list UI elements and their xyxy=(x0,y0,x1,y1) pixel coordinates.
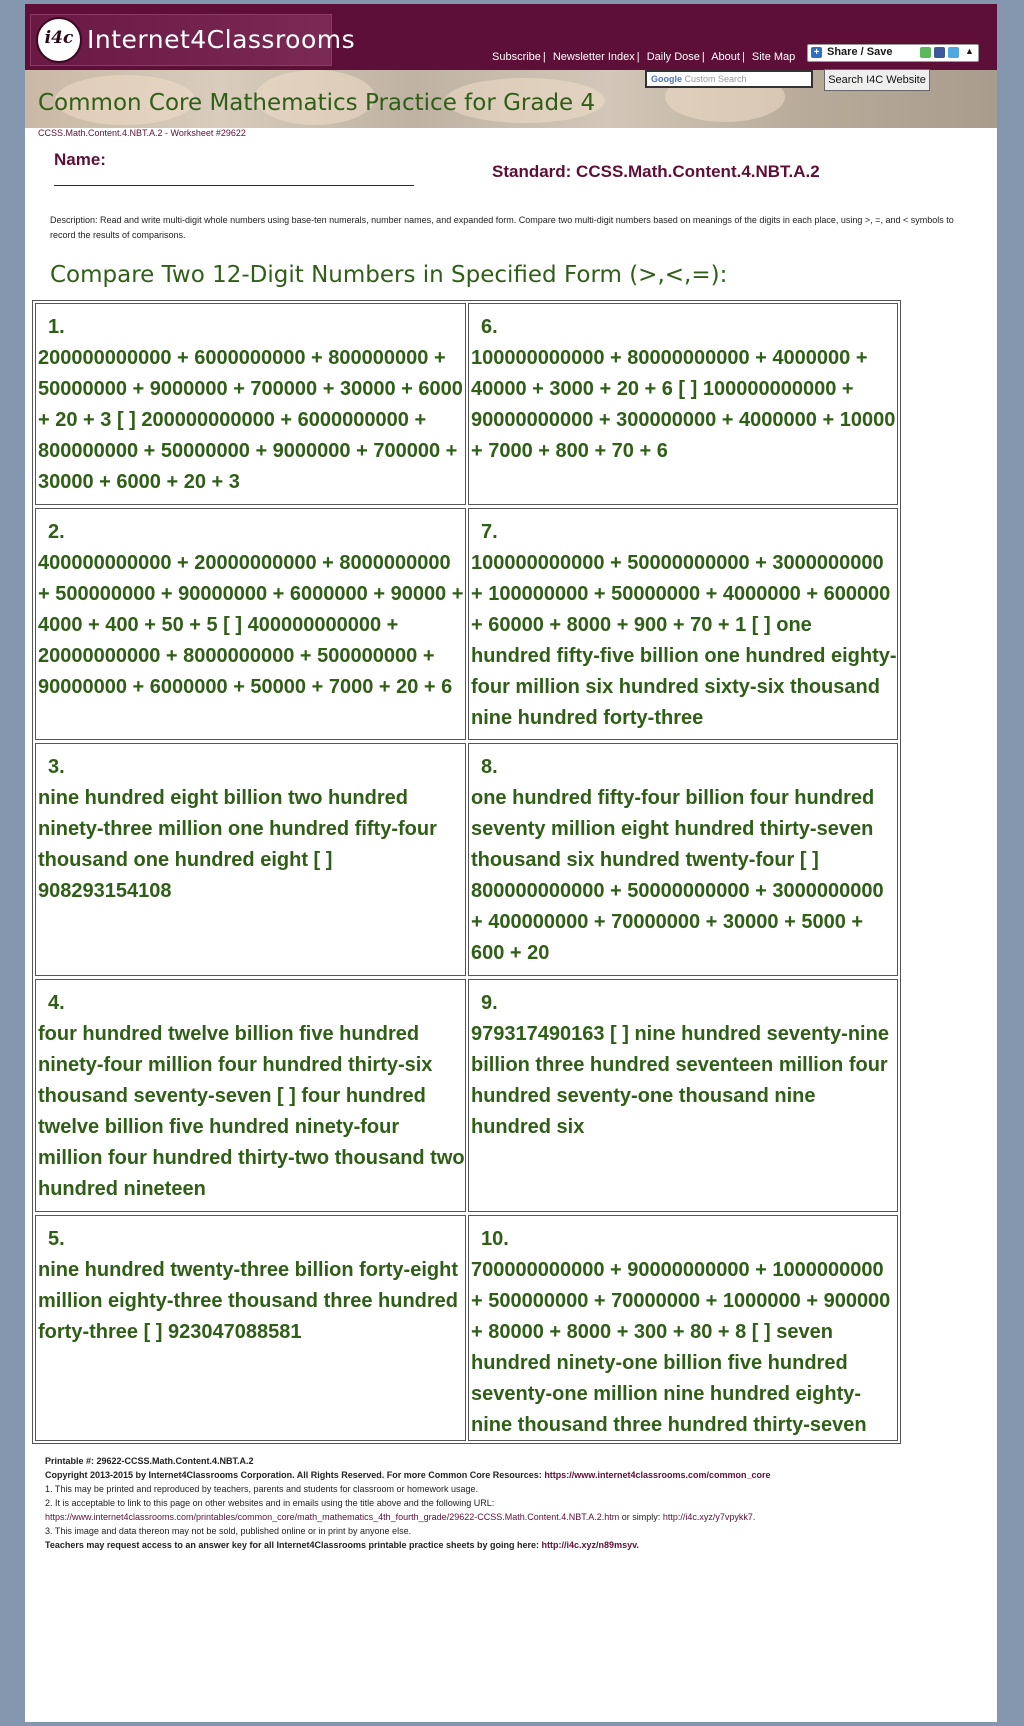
problem-grid xyxy=(32,300,901,1444)
problem-cell xyxy=(35,979,466,1212)
hero-banner xyxy=(25,70,997,128)
nav-separator: | xyxy=(701,51,705,63)
answer-key-line xyxy=(45,1538,985,1552)
problem-text: nine hundred eight billion two hundred ninety-three million one hundred fifty-four thousand one hundred eight [ ] 908293154108 xyxy=(38,787,437,902)
printable-number: Printable #: 29622-CCSS.Math.Content.4.NBT.A.2 xyxy=(45,1456,254,1466)
site-logo[interactable] xyxy=(30,14,356,66)
common-core-link[interactable]: https://www.internet4classrooms.com/common_core xyxy=(544,1470,771,1480)
usage-note-1: 1. This may be printed and reproduced by teachers, parents and students for classroom or homework usage. xyxy=(45,1484,479,1494)
url-or-text: or simply: xyxy=(621,1512,661,1522)
problem-cell xyxy=(468,508,898,740)
chevron-down-icon: ▲ xyxy=(965,46,974,56)
nav-subscribe[interactable]: Subscribe xyxy=(492,51,541,63)
problem-number: 8. xyxy=(481,756,498,778)
breadcrumb: CCSS.Math.Content.4.NBT.A.2 - Worksheet #29622 xyxy=(38,128,246,138)
copyright-text: Copyright 2013-2015 by Internet4Classrooms Corporation. All Rights Reserved. For more Common Core Resources: xyxy=(45,1470,542,1480)
problem-number: 10. xyxy=(481,1228,509,1250)
worksheet-short-url[interactable]: http://i4c.xyz/y7vpykk7. xyxy=(662,1512,756,1522)
url-line xyxy=(45,1510,985,1524)
logo-badge-text: i4c xyxy=(44,28,74,48)
usage-note-3: 3. This image and data thereon may not be sold, published online or in print by anyone else. xyxy=(45,1526,412,1536)
problem-cell xyxy=(468,743,898,976)
worksheet-heading: Compare Two 12-Digit Numbers in Specified Form (>,<,=): xyxy=(50,262,728,288)
problem-number: 7. xyxy=(481,521,498,543)
share-plus-icon: + xyxy=(811,47,822,58)
twitter-icon xyxy=(948,47,959,58)
problem-text: 100000000000 + 80000000000 + 4000000 + 40000 + 3000 + 20 + 6 [ ] 100000000000 + 90000000000 + 300000000 + 4000000 + 10000 + 7000 + 800 + 70 + 6 xyxy=(471,347,896,462)
page xyxy=(25,4,997,1722)
problem-cell xyxy=(35,743,466,976)
nav-daily-dose[interactable]: Daily Dose xyxy=(646,51,700,63)
name-line xyxy=(54,185,414,186)
problem-text: 979317490163 [ ] nine hundred seventy-nine billion three hundred seventeen million four hundred seventy-one thousand nine hundred six xyxy=(471,1023,889,1138)
nav-about[interactable]: About xyxy=(711,51,740,63)
problem-number: 1. xyxy=(48,316,65,338)
search-placeholder: Custom Search xyxy=(684,74,747,84)
facebook-icon xyxy=(934,47,945,58)
problem-number: 5. xyxy=(48,1228,65,1250)
footer xyxy=(45,1454,985,1552)
nav-newsletter-index[interactable]: Newsletter Index xyxy=(552,51,635,63)
problem-text: nine hundred twenty-three billion forty-eight million eighty-three thousand three hundred forty-three [ ] 923047088581 xyxy=(38,1259,459,1343)
problem-number: 6. xyxy=(481,316,498,338)
google-brand: Google xyxy=(651,74,682,84)
problem-cell xyxy=(35,1215,466,1441)
problem-cell xyxy=(35,508,466,740)
problem-text: 200000000000 + 6000000000 + 800000000 + 50000000 + 9000000 + 700000 + 30000 + 6000 + 20 + 3 [ ] 200000000000 + 6000000000 + 800000000 + 50000000 + 9000000 + 700000 + 30000 + 6000 + 20 + 3 xyxy=(38,347,463,493)
copyright-line xyxy=(45,1468,985,1482)
share-save-button[interactable] xyxy=(807,44,979,62)
page-title: Common Core Mathematics Practice for Grade 4 xyxy=(38,90,596,116)
standard-label: Standard: CCSS.Math.Content.4.NBT.A.2 xyxy=(492,162,820,181)
usage-note-2: 2. It is acceptable to link to this page on other websites and in emails using the title above and the following URL: xyxy=(45,1498,495,1508)
problem-text: four hundred twelve billion five hundred ninety-four million four hundred thirty-six thousand seventy-seven [ ] four hundred twelve billion five hundred ninety-four million four hundred thirty-two thousand two hundred nineteen xyxy=(38,1023,465,1200)
top-bar xyxy=(25,4,997,70)
description: Description: Read and write multi-digit whole numbers using base-ten numerals, number names, and expanded form. Compare two multi-digit numbers based on meanings of the digits in each place, using >, =, and < symbols to record the results of comparisons. xyxy=(50,215,954,240)
problem-text: one hundred fifty-four billion four hundred seventy million eight hundred thirty-seven thousand six hundred twenty-four [ ] 800000000000 + 50000000000 + 3000000000 + 400000000 + 70000000 + 30000 + 5000 + 600 + 20 xyxy=(471,787,884,964)
search-button[interactable]: Search I4C Website xyxy=(824,69,930,91)
share-save-label: Share / Save xyxy=(827,46,893,58)
refresh-icon xyxy=(920,47,931,58)
nav-site-map[interactable]: Site Map xyxy=(751,51,796,63)
search-input[interactable] xyxy=(645,70,813,88)
nav-separator: | xyxy=(636,51,640,63)
nav-separator: | xyxy=(741,51,745,63)
problem-cell xyxy=(468,979,898,1212)
logo-badge-icon xyxy=(36,17,82,63)
problem-number: 3. xyxy=(48,756,65,778)
problem-number: 2. xyxy=(48,521,65,543)
problem-cell xyxy=(468,303,898,505)
top-nav xyxy=(492,51,795,63)
problem-cell xyxy=(35,303,466,505)
answer-key-text: Teachers may request access to an answer key for all Internet4Classrooms printable practice sheets by going here: xyxy=(45,1540,540,1550)
logo-text: Internet4Classrooms xyxy=(87,25,356,54)
name-label: Name: xyxy=(54,150,106,169)
problem-text: 400000000000 + 20000000000 + 8000000000 + 500000000 + 90000000 + 6000000 + 90000 + 4000 + 400 + 50 + 5 [ ] 400000000000 + 20000000000 + 8000000000 + 500000000 + 90000000 + 6000000 + 50000 + 7000 + 20 + 6 xyxy=(38,552,464,698)
problem-cell xyxy=(468,1215,898,1441)
nav-separator: | xyxy=(542,51,546,63)
problem-number: 9. xyxy=(481,992,498,1014)
answer-key-link[interactable]: http://i4c.xyz/n89msyv. xyxy=(541,1540,639,1550)
problem-number: 4. xyxy=(48,992,65,1014)
worksheet-long-url[interactable]: https://www.internet4classrooms.com/printables/common_core/math_mathematics_4th_fourth_grade/29622-CCSS.Math.Content.4.NBT.A.2.htm xyxy=(45,1512,620,1522)
problem-text: 100000000000 + 50000000000 + 3000000000 + 100000000 + 50000000 + 4000000 + 600000 + 60000 + 8000 + 900 + 70 + 1 [ ] one hundred fifty-five billion one hundred eighty-four million six hundred sixty-six thousand nine hundred forty-three xyxy=(471,552,897,729)
problem-text: 700000000000 + 90000000000 + 1000000000 + 500000000 + 70000000 + 1000000 + 900000 + 80000 + 8000 + 300 + 80 + 8 [ ] seven hundred ninety-one billion five hundred seventy-one million nine hundred eighty-nine thousand three hundred thirty-seven xyxy=(471,1259,891,1436)
